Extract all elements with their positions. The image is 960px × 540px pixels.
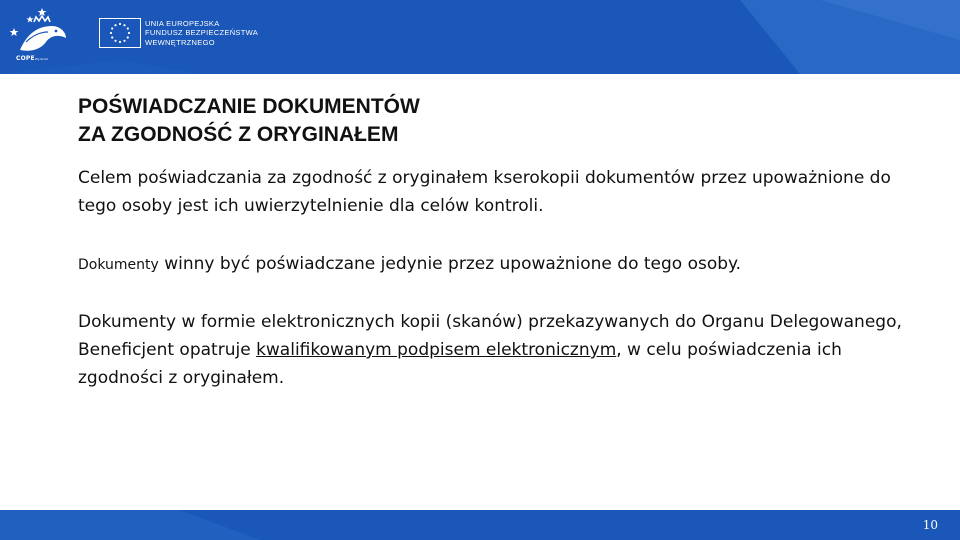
paragraph-3-before: Dokumenty w formie elektronicznych kopii (skanów) przekazywanych do Organu Delegowanego, Beneficjent opatruje bbox=[78, 312, 902, 360]
footer-decoration bbox=[0, 510, 960, 540]
title-line-2: ZA ZGODNOŚĆ Z ORYGINAŁEM bbox=[78, 123, 399, 146]
paragraph-2 bbox=[78, 250, 908, 279]
eu-flag-icon bbox=[99, 18, 141, 48]
page-number: 10 bbox=[922, 518, 938, 532]
logo-name: COPE bbox=[16, 55, 35, 62]
logo-caption bbox=[16, 55, 48, 62]
paragraph-2-first-word: Dokumenty bbox=[78, 257, 159, 273]
qualified-signature-text: kwalifikowanym podpisem elektronicznym bbox=[256, 340, 617, 360]
paragraph-3 bbox=[78, 308, 908, 392]
eu-text bbox=[145, 19, 258, 47]
eu-line-3: WEWNĘTRZNEGO bbox=[145, 37, 215, 47]
header-bar bbox=[0, 0, 960, 74]
slide-title bbox=[78, 93, 898, 149]
header-decoration bbox=[0, 0, 960, 74]
paragraph-1: Celem poświadczania za zgodność z oryginałem kserokopii dokumentów przez upoważnione do tego osoby jest ich uwierzytelnienie dla celów kontroli. bbox=[78, 168, 891, 216]
title-line-1: POŚWIADCZANIE DOKUMENTÓW bbox=[78, 95, 420, 118]
eu-line-1: UNIA EUROPEJSKA bbox=[145, 19, 220, 28]
paragraph-2-rest: winny być poświadczane jedynie przez upoważnione do tego osoby. bbox=[158, 254, 742, 274]
logo-small-text: Wydział bbox=[34, 57, 48, 61]
footer-bar bbox=[0, 510, 960, 540]
eu-line-2: FUNDUSZ BEZPIECZEŃSTWA bbox=[145, 28, 258, 38]
eagle-icon bbox=[6, 6, 72, 58]
paragraph-3-after: , w celu poświadczenia ich zgodności z oryginałem. bbox=[78, 340, 842, 388]
